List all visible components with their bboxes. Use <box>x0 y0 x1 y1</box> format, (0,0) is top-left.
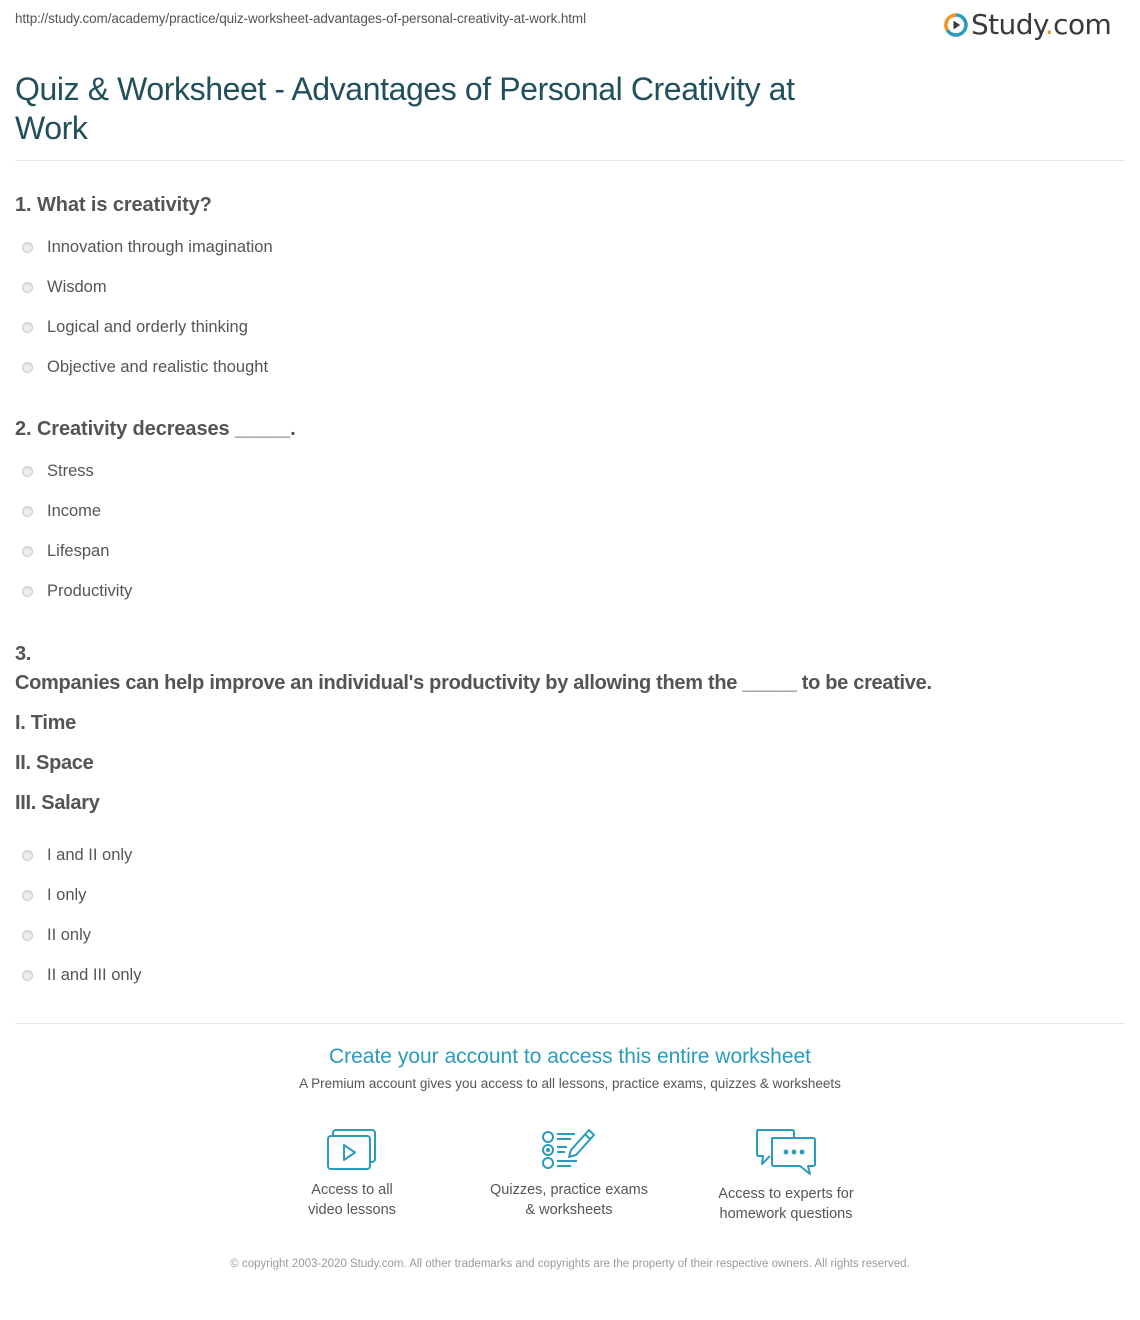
question-2-heading: 2. Creativity decreases _____. <box>15 418 296 440</box>
radio-button[interactable] <box>22 546 33 557</box>
page-title: Quiz & Worksheet - Advantages of Personal Creativity at Work <box>15 71 795 146</box>
question-1-option-4[interactable]: Objective and realistic thought <box>22 356 268 378</box>
cta-subtitle: A Premium account gives you access to all lessons, practice exams, quizzes & worksheets <box>299 1076 841 1091</box>
section-divider <box>15 1023 1125 1024</box>
question-1-option-3[interactable]: Logical and orderly thinking <box>22 316 248 338</box>
question-3-option-2[interactable]: I only <box>22 884 86 906</box>
feature-experts: Access to experts for homework questions <box>676 1128 896 1224</box>
feature-video-lessons: Access to all video lessons <box>242 1128 462 1220</box>
radio-button[interactable] <box>22 242 33 253</box>
question-1-option-2[interactable]: Wisdom <box>22 276 107 298</box>
page-url: http://study.com/academy/practice/quiz-worksheet-advantages-of-personal-creativity-at-work.html <box>15 11 586 26</box>
question-1-option-1[interactable]: Innovation through imagination <box>22 236 273 258</box>
question-3-text: Companies can help improve an individual's productivity by allowing them the _____ to be creative. <box>15 672 932 694</box>
video-lessons-icon <box>242 1128 462 1172</box>
question-3-option-4[interactable]: II and III only <box>22 964 141 986</box>
question-1-heading: 1. What is creativity? <box>15 194 212 216</box>
question-3-option-1[interactable]: I and II only <box>22 844 132 866</box>
chat-bubbles-icon <box>676 1128 896 1176</box>
radio-button[interactable] <box>22 362 33 373</box>
question-3-option-3[interactable]: II only <box>22 924 91 946</box>
quiz-checklist-icon <box>459 1128 679 1172</box>
radio-button[interactable] <box>22 970 33 981</box>
logo-wordmark: Study.com <box>971 8 1112 41</box>
radio-button[interactable] <box>22 506 33 517</box>
question-2-option-4[interactable]: Productivity <box>22 580 132 602</box>
radio-button[interactable] <box>22 890 33 901</box>
copyright-notice: © copyright 2003-2020 Study.com. All other trademarks and copyrights are the property of their respective owners. All rights reserved. <box>230 1258 910 1270</box>
radio-button[interactable] <box>22 466 33 477</box>
study-logo[interactable] <box>944 8 1111 42</box>
title-divider <box>15 160 1125 161</box>
question-3-number: 3. <box>15 643 32 665</box>
radio-button[interactable] <box>22 322 33 333</box>
question-3-statement-1: I. Time <box>15 712 76 734</box>
play-circle-icon <box>944 13 968 37</box>
question-2-option-3[interactable]: Lifespan <box>22 540 109 562</box>
question-2-option-2[interactable]: Income <box>22 500 101 522</box>
question-3-statement-3: III. Salary <box>15 792 100 814</box>
feature-quizzes: Quizzes, practice exams & worksheets <box>459 1128 679 1220</box>
radio-button[interactable] <box>22 586 33 597</box>
create-account-link[interactable]: Create your account to access this entire worksheet <box>328 1045 812 1068</box>
radio-button[interactable] <box>22 282 33 293</box>
question-2-option-1[interactable]: Stress <box>22 460 94 482</box>
radio-button[interactable] <box>22 850 33 861</box>
question-3-statement-2: II. Space <box>15 752 94 774</box>
radio-button[interactable] <box>22 930 33 941</box>
